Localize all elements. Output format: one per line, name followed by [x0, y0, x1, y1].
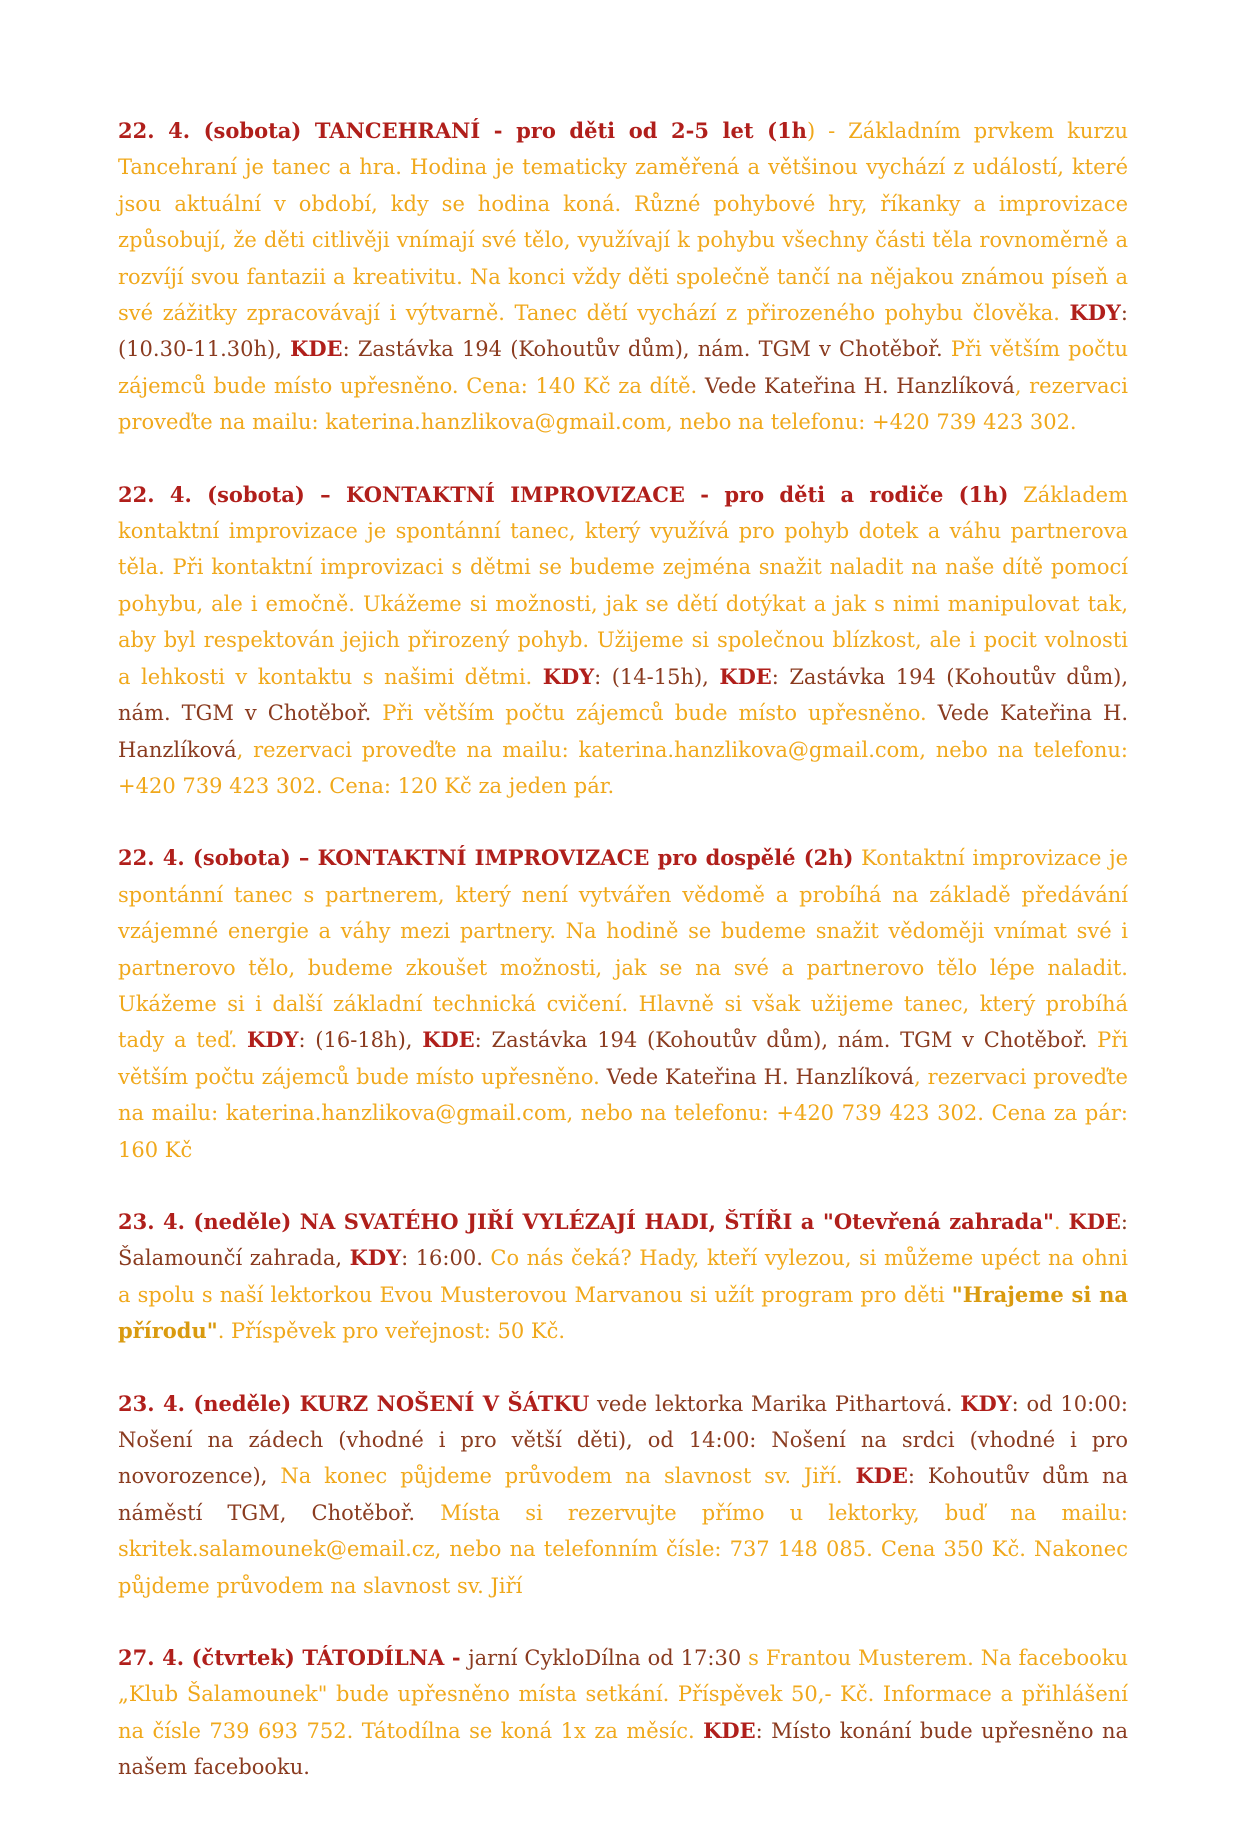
- event-body-text: , rezervaci proveďte na mailu: katerina.hanzlikova@gmail.com, nebo na telefonu: +420 739 423 302. Cena za pár: 160 Kč: [118, 1064, 1128, 1162]
- event-heading-text: KDY: [247, 1027, 299, 1053]
- event-heading-text: 27. 4. (čtvrtek) TÁTODÍLNA -: [118, 1645, 469, 1671]
- event-body-text: Kontaktní improvizace je spontánní tanec s partnerem, který není vytvářen vědomě a probíhá na základě předávání vzájemné energie a váhy mezi partnery. Na hodině se budeme snažit vědoměji vnímat své i partnerovo tělo, budeme zkoušet možnosti, jak se na své a partnerovo tělo lépe naladit. Ukážeme si i další základní technická cvičení. Hlavně si však užijeme tanec, který probíhá tady a teď.: [118, 846, 1129, 1053]
- event-text: [118, 1640, 1128, 1786]
- event-heading-text: 22. 4. (sobota) TANCEHRANÍ - pro děti od 2-5 let (1h: [118, 118, 807, 143]
- event-body-text: : (14-15h),: [594, 664, 720, 689]
- event-body-text: Místa si rezervujte přímo u lektorky, buď na mailu: skritek.salamounek@email.cz, nebo na telefonním čísle: 737 148 085. Cena 350 Kč. Nakonec půjdeme průvodem na slavnost sv. Jiří: [118, 1500, 1128, 1598]
- event-body-text: Při větším počtu zájemců bude místo upřesněno.: [371, 701, 938, 726]
- event-body-text: jarní CykloDílna od 17:30: [468, 1646, 742, 1671]
- event-heading-text: KDY: [1069, 300, 1121, 326]
- event-body-text: Vede Kateřina H. Hanzlíková: [704, 373, 1015, 398]
- event-text: [118, 113, 1128, 441]
- event-body-text: Na konec půjdeme průvodem na slavnost sv. Jiří.: [267, 1464, 856, 1489]
- event-body-text: : od 10:00: Nošení na zádech (vhodné i pro větší děti), od 14:00: Nošení na srdci (vhodné i pro novorozence),: [118, 1391, 1129, 1489]
- event-body-text: : Zastávka 194 (Kohoutův dům), nám. TGM v Chotěboř.: [474, 1028, 1088, 1053]
- event-heading-text: KDE: [290, 336, 343, 362]
- event-text: [118, 840, 1128, 1168]
- event-heading-text: 23. 4. (neděle) NA SVATÉHO JIŘÍ VYLÉZAJÍ HADI, ŠTÍŘI a "Otevřená zahrada": [118, 1208, 1054, 1234]
- event-item: [118, 1386, 1128, 1604]
- event-body-text: : 16:00.: [401, 1246, 483, 1271]
- event-heading-text: KDY: [960, 1390, 1012, 1416]
- event-item: [118, 1640, 1128, 1786]
- event-body-text: : Zastávka 194 (Kohoutův dům), nám. TGM v Chotěboř.: [342, 337, 943, 362]
- event-body-text: Při větším počtu zájemců bude místo upřesněno.: [118, 1028, 1129, 1089]
- event-body-text: Při větším počtu zájemců bude místo upřesněno. Cena: 140 Kč za dítě.: [118, 337, 1128, 398]
- event-body-text: Základem kontaktní improvizace je spontánní tanec, který využívá pro pohyb dotek a váhu partnerova těla. Při kontaktní improvizaci s dětmi se budeme zejména snažit naladit na naše dítě pomocí pohybu, ale i emočně. Ukážeme si možnosti, jak se dětí dotýkat a jak s nimi manipulovat tak, aby byl respektován jejich přirozený pohyb. Užijeme si společnou blízkost, ale i pocit volnosti a lehkosti v kontaktu s našimi dětmi.: [118, 482, 1128, 689]
- event-heading-text: 23. 4. (neděle) KURZ NOŠENÍ V ŠÁTKU: [118, 1390, 590, 1416]
- event-text: [118, 477, 1128, 805]
- event-item: [118, 113, 1128, 441]
- event-body-text: : (16-18h),: [298, 1028, 423, 1053]
- event-heading-text: KDE: [855, 1463, 908, 1489]
- event-item: [118, 840, 1128, 1168]
- event-heading-text: KDE: [703, 1717, 756, 1743]
- event-item: [118, 477, 1128, 805]
- event-text: [118, 1204, 1128, 1350]
- event-body-text: .: [1053, 1209, 1069, 1234]
- event-heading-text: 22. 4. (sobota) – KONTAKTNÍ IMPROVIZACE - pro děti a rodiče (1h): [118, 481, 1009, 507]
- event-body-text: : Kohoutův dům na náměstí TGM, Chotěboř.: [118, 1464, 1128, 1525]
- event-body-text: Vede Kateřina H. Hanzlíková: [118, 701, 1128, 762]
- event-heading-text: KDE: [422, 1027, 475, 1053]
- event-heading-text: KDY: [349, 1245, 402, 1271]
- event-item: [118, 1204, 1128, 1350]
- event-heading-text: KDE: [719, 663, 772, 689]
- event-body-text: Co nás čeká? Hady, kteří vylezou, si můžeme upéct na ohni a spolu s naší lektorkou Evou Musterovou Marvanou si užít program pro děti: [118, 1246, 1128, 1307]
- event-heading-text: 22. 4. (sobota) – KONTAKTNÍ IMPROVIZACE pro dospělé (2h): [118, 845, 854, 871]
- event-body-text: . Příspěvek pro veřejnost: 50 Kč.: [217, 1319, 566, 1344]
- event-text: [118, 1386, 1128, 1604]
- event-heading-text: KDY: [542, 663, 595, 689]
- event-body-text: , rezervaci proveďte na mailu: katerina.hanzlikova@gmail.com, nebo na telefonu: +420 739 423 302. Cena: 120 Kč za jeden pár.: [118, 737, 1128, 798]
- event-body-text: , rezervaci proveďte na mailu: katerina.hanzlikova@gmail.com, nebo na telefonu: +420 739 423 302.: [118, 373, 1128, 435]
- event-body-text: "Hrajeme si na přírodu": [118, 1281, 1128, 1344]
- event-body-text: s Frantou Musterem. Na facebooku „Klub Šalamounek" bude upřesněno místa setkání. Příspěvek 50,- Kč. Informace a přihlášení na čísle 739 693 752. Tátodílna se koná 1x za měsíc.: [118, 1646, 1128, 1743]
- event-body-text: : (10.30-11.30h),: [118, 301, 1128, 362]
- events-list: [118, 113, 1128, 1822]
- event-body-text: Vede Kateřina H. Hanzlíková: [606, 1064, 915, 1089]
- event-body-text: : Zastávka 194 (Kohoutův dům), nám. TGM v Chotěboř.: [118, 664, 1128, 726]
- event-body-text: ) - Základním prvkem kurzu Tancehraní je tanec a hra. Hodina je tematicky zaměřená a většinou vychází z událostí, které jsou aktuální v období, kdy se hodina koná. Různé pohybové hry, říkanky a improvizace způsobují, že děti citlivěji vnímají své tělo, využívají k pohybu všechny části těla rovnoměrně a rozvíjí svou fantazii a kreativitu. Na konci vždy děti společně tančí na nějakou známou píseň a své zážitky zpracovávají i výtvarně. Tanec dětí vychází z přirozeného pohybu člověka.: [118, 119, 1128, 326]
- event-body-text: : Místo konání bude upřesněno na našem facebooku.: [118, 1718, 1128, 1780]
- event-heading-text: KDE: [1068, 1208, 1121, 1234]
- event-body-text: vede lektorka Marika Pithartová.: [589, 1391, 961, 1416]
- event-body-text: : Šalamounčí zahrada,: [118, 1209, 1128, 1271]
